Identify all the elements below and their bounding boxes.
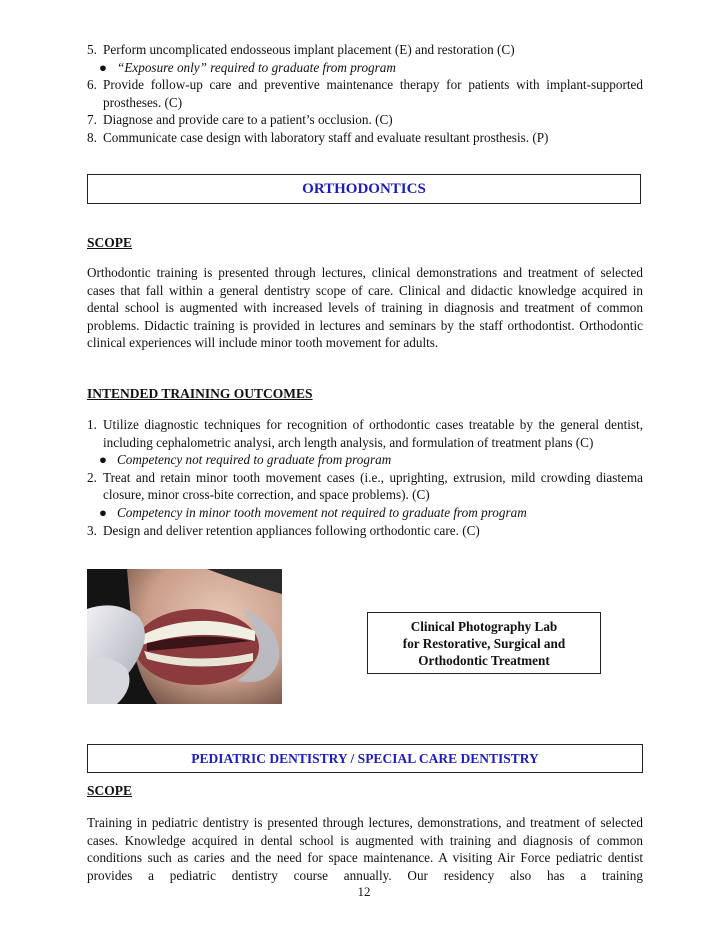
caption-line: Clinical Photography Lab — [410, 618, 558, 634]
section-title: PEDIATRIC DENTISTRY / SPECIAL CARE DENTISTRY — [191, 750, 539, 766]
scope-paragraph: Orthodontic training is presented through lectures, clinical demonstrations and treatment of selected cases that fall within a general dentistry scope of care. Clinical and didactic knowledge acquired in dental school is augmented with increased levels of training in diagnosis and treatment of common problems. Didactic training is provided in lectures and seminars by the staff orthodontist. Orthodontic clinical experiences will include minor tooth movement for adults. — [87, 265, 643, 351]
scope-paragraph: Training in pediatric dentistry is presented through lectures, demonstrations, and treatment of selected cases. Knowledge acquired in dental school is augmented with training and diagnosis of common conditions such as caries and the need for space maintenance. A visiting Air Force pediatric dentist provides a pediatric dentistry course annually. Our residency also has a training — [87, 815, 643, 883]
bullet-icon: ● — [99, 504, 107, 520]
list-item: 8. Communicate case design with laboratory staff and evaluate resultant prosthesis. (P) — [87, 129, 549, 145]
orthodontics-banner — [87, 174, 641, 204]
list-item: 1. Utilize diagnostic techniques for recognition of orthodontic cases treatable by the general dentist, including cephalometric analysi, arch length analysis, and formulation of treatment plans (C) ● Competency not required to graduate from program — [87, 417, 643, 468]
list-item: 5. Perform uncomplicated endosseous implant placement (E) and restoration (C) ● “Exposure only” required to graduate from program — [87, 41, 643, 76]
scope-heading: SCOPE — [87, 235, 133, 250]
list-sub-item: ● “Exposure only” required to graduate from program — [99, 59, 396, 75]
list-sub-item: ● Competency in minor tooth movement not required to graduate from program — [99, 504, 527, 520]
clinical-photo — [87, 569, 282, 704]
bullet-icon: ● — [99, 59, 107, 75]
clinical-photo-image — [87, 569, 282, 704]
outcomes-heading: INTENDED TRAINING OUTCOMES — [87, 386, 313, 401]
orthodontic-outcomes-list — [87, 416, 643, 539]
scope-heading: SCOPE — [87, 783, 133, 798]
list-item: 7. Diagnose and provide care to a patient’s occlusion. (C) — [87, 112, 393, 128]
caption-line: for Restorative, Surgical and — [402, 635, 566, 651]
caption-line: Orthodontic Treatment — [418, 652, 550, 668]
photo-caption-box — [367, 612, 601, 674]
page-number: 12 — [357, 884, 371, 899]
bullet-icon: ● — [99, 452, 107, 468]
list-sub-item: ● Competency not required to graduate from program — [99, 452, 392, 468]
list-item: 3. Design and deliver retention appliances following orthodontic care. (C) — [87, 522, 480, 538]
list-item: 2. Treat and retain minor tooth movement cases (i.e., uprighting, extrusion, mild crowding diastema closure, minor cross-bite correction, and space problems). (C) ● Competency in minor tooth movement not required to graduate from program — [87, 469, 643, 520]
section-title: ORTHODONTICS — [302, 180, 426, 197]
implant-outcomes-list — [87, 41, 643, 147]
list-item: 6. Provide follow-up care and preventive maintenance therapy for patients with implant-supported prostheses. (C) — [87, 77, 643, 110]
pediatric-banner — [87, 744, 643, 773]
